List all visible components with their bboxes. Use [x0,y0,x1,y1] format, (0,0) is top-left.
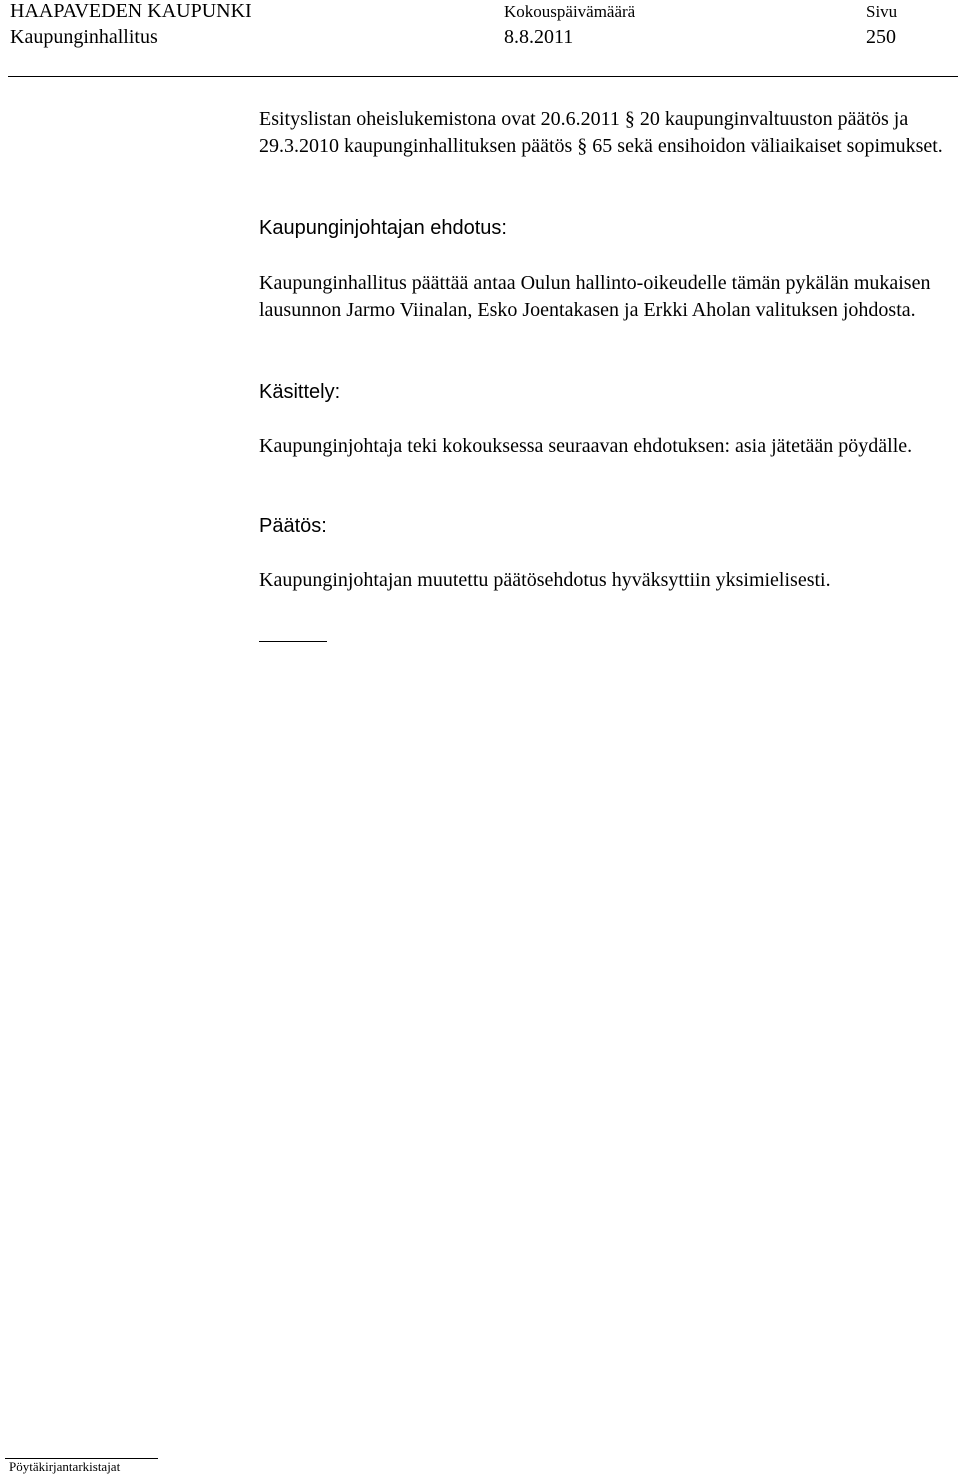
intro-text: Esityslistan oheislukemistona ovat 20.6.2011 § 20 kaupunginvaltuuston päätös ja 29.3.2010 kaupunginhallituksen päätös § 65 sekä ensihoidon väliaikaiset sopimukset. [259,108,943,157]
page-number: 250 [866,26,896,48]
proposal-text: Kaupunginhallitus päättää antaa Oulun hallinto-oikeudelle tämän pykälän mukaisen lausunnon Jarmo Viinalan, Esko Joentakasen ja Erkki Aholan valituksen johdosta. [259,272,931,321]
handling-text: Kaupunginjohtaja teki kokouksessa seuraavan ehdotuksen: asia jätetään pöydälle. [259,435,913,457]
handling-heading: Käsittely: [259,381,341,403]
meeting-date: 8.8.2011 [504,26,574,48]
body-name: Kaupunginhallitus [10,26,158,48]
header-divider [8,76,958,77]
proposal-heading: Kaupunginjohtajan ehdotus: [259,217,507,239]
decision-heading: Päätös: [259,515,327,537]
date-label: Kokouspäivämäärä [504,2,636,21]
organization-name: HAAPAVEDEN KAUPUNKI [10,0,252,22]
proposal-section [259,270,949,323]
decision-text: Kaupunginjohtajan muutettu päätösehdotus hyväksyttiin yksimielisesti. [259,569,831,591]
section-end-rule [259,641,327,642]
signatures-label: Pöytäkirjantarkistajat [9,1459,121,1474]
page-label: Sivu [866,2,898,21]
intro-paragraph [259,106,949,159]
handling-section [259,433,949,460]
decision-section [259,567,949,594]
